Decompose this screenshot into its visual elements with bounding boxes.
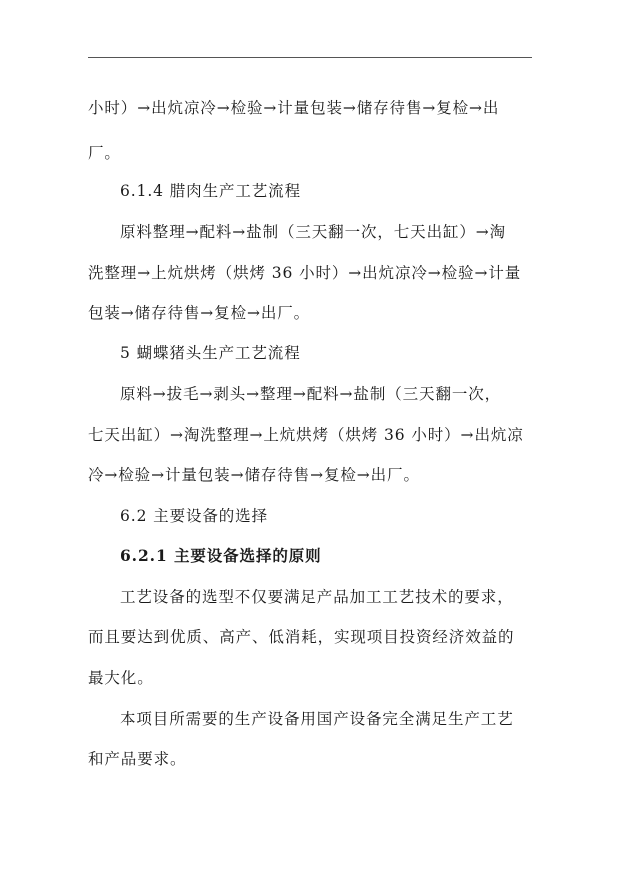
header-rule [88,57,532,58]
paragraph-line: 最大化。 [88,669,154,687]
paragraph-line-end: 厂。 [88,144,121,162]
paragraph-line: 原料整理→配料→盐制（三天翻一次，七天出缸）→淘 [120,223,507,241]
section-heading-6-2: 6.2 主要设备的选择 [120,507,268,525]
paragraph-line: 冷→检验→计量包装→储存待售→复检→出厂。 [88,466,420,484]
paragraph-line: 而且要达到优质、高产、低消耗，实现项目投资经济效益的 [88,628,515,646]
paragraph-line: 原料→拔毛→剥头→整理→配料→盐制（三天翻一次， [120,385,502,403]
section-heading-5: 5 蝴蝶猪头生产工艺流程 [120,344,301,362]
paragraph-line: 本项目所需要的生产设备用国产设备完全满足生产工艺 [120,710,514,728]
paragraph-line: 和产品要求。 [88,750,187,768]
paragraph-line: 洗整理→上炕烘烤（烘烤 36 小时）→出炕凉冷→检验→计量 [88,264,522,282]
paragraph-line: 工艺设备的选型不仅要满足产品加工工艺技术的要求， [120,588,514,606]
paragraph-line: 包装→储存待售→复检→出厂。 [88,304,311,322]
section-heading-6-1-4: 6.1.4 腊肉生产工艺流程 [120,182,301,200]
paragraph-line-continuation: 小时）→出炕凉冷→检验→计量包装→储存待售→复检→出 [88,99,500,117]
paragraph-line: 七天出缸）→淘洗整理→上炕烘烤（烘烤 36 小时）→出炕凉 [88,426,524,444]
section-heading-6-2-1: 6.2.1 主要设备选择的原则 [120,546,322,565]
